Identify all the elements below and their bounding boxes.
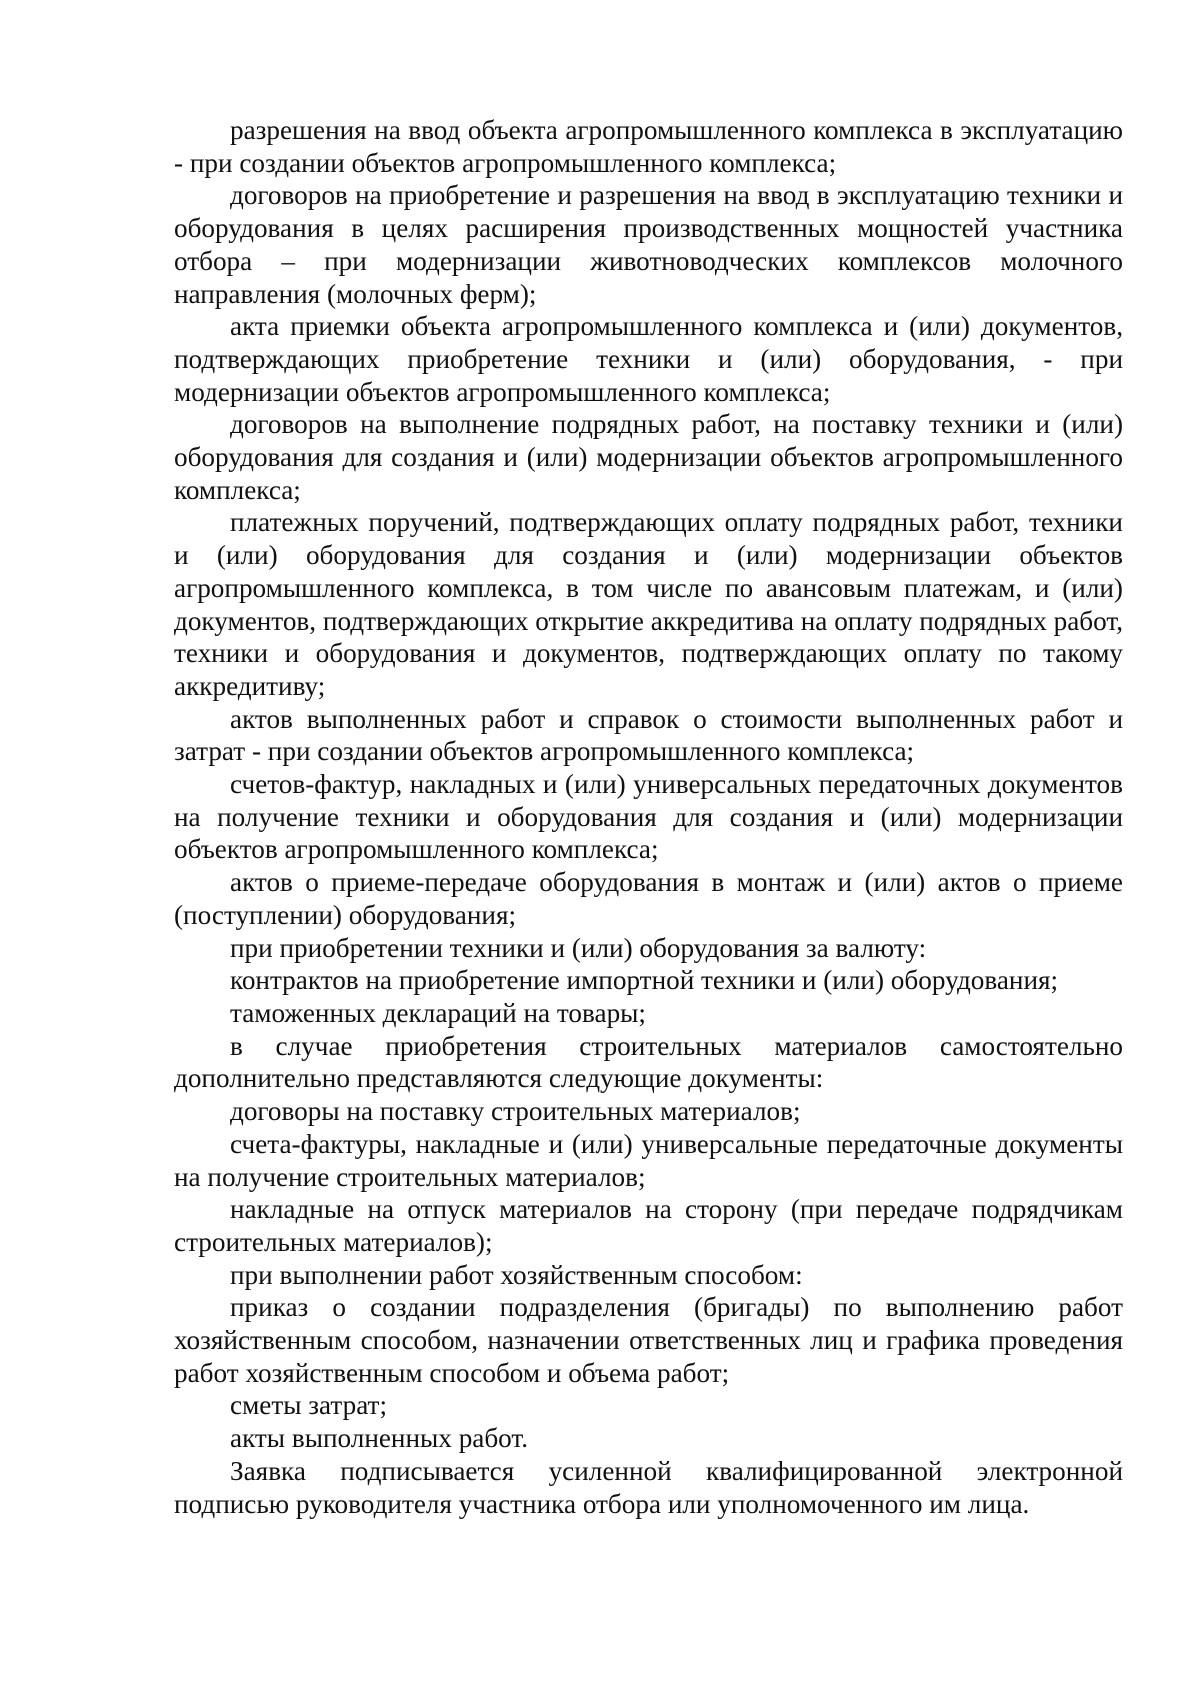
paragraph: сметы затрат;	[230, 1390, 387, 1421]
paragraph: договоров на выполнение подрядных работ, на поставку техники и (или) оборудования для создания и (или) модернизации объектов агропромышленного комплекса;	[174, 409, 1123, 505]
paragraph: при выполнении работ хозяйственным способом:	[230, 1259, 803, 1290]
paragraph: акты выполненных работ.	[230, 1423, 529, 1454]
paragraph: накладные на отпуск материалов на сторону (при передаче подрядчикам строительных материалов);	[174, 1194, 1123, 1257]
paragraph: приказ о создании подразделения (бригады) по выполнению работ хозяйственным способом, назначении ответственных лиц и графика проведения работ хозяйственным способом и объема работ;	[174, 1292, 1123, 1388]
paragraph: при приобретении техники и (или) оборудования за валюту:	[230, 932, 927, 963]
paragraph: в случае приобретения строительных материалов самостоятельно дополнительно представляются следующие документы:	[174, 1030, 1123, 1094]
paragraph: счетов-фактур, накладных и (или) универсальных передаточных документов на получение техники и оборудования для создания и (или) модернизации объектов агропромышленного комплекса;	[174, 769, 1123, 865]
paragraph: актов о приеме-передаче оборудования в монтаж и (или) актов о приеме (поступлении) оборудования;	[174, 867, 1123, 930]
paragraph: разрешения на ввод объекта агропромышленного комплекса в эксплуатацию - при создании объектов агропромышленного комплекса;	[174, 115, 1123, 178]
paragraph: счета-фактуры, накладные и (или) универсальные передаточные документы на получение строительных материалов;	[174, 1128, 1123, 1192]
paragraph: акта приемки объекта агропромышленного комплекса и (или) документов, подтверждающих приобретение техники и (или) оборудования, - при модернизации объектов агропромышленного комплекса;	[174, 311, 1123, 407]
paragraph: контрактов на приобретение импортной техники и (или) оборудования;	[230, 965, 1059, 996]
paragraph: актов выполненных работ и справок о стоимости выполненных работ и затрат - при создании объектов агропромышленного комплекса;	[174, 703, 1123, 767]
paragraph: договоров на приобретение и разрешения на ввод в эксплуатацию техники и оборудования в целях расширения производственных мощностей участника отбора – при модернизации животноводческих комплексов молочного направления (молочных ферм);	[174, 180, 1123, 309]
paragraph: Заявка подписывается усиленной квалифицированной электронной подписью руководителя участника отбора или уполномоченного им лица.	[174, 1455, 1123, 1519]
paragraph: платежных поручений, подтверждающих оплату подрядных работ, техники и (или) оборудования для создания и (или) модернизации объектов агропромышленного комплекса, в том числе по авансовым платежам, и (или) документов, подтверждающих открытие аккредитива на оплату подрядных работ, техники и оборудования и документов, подтверждающих оплату по такому аккредитиву;	[174, 507, 1123, 701]
paragraph: таможенных деклараций на товары;	[230, 997, 646, 1028]
paragraph: договоры на поставку строительных материалов;	[230, 1096, 801, 1127]
document-page	[174, 114, 1123, 1520]
